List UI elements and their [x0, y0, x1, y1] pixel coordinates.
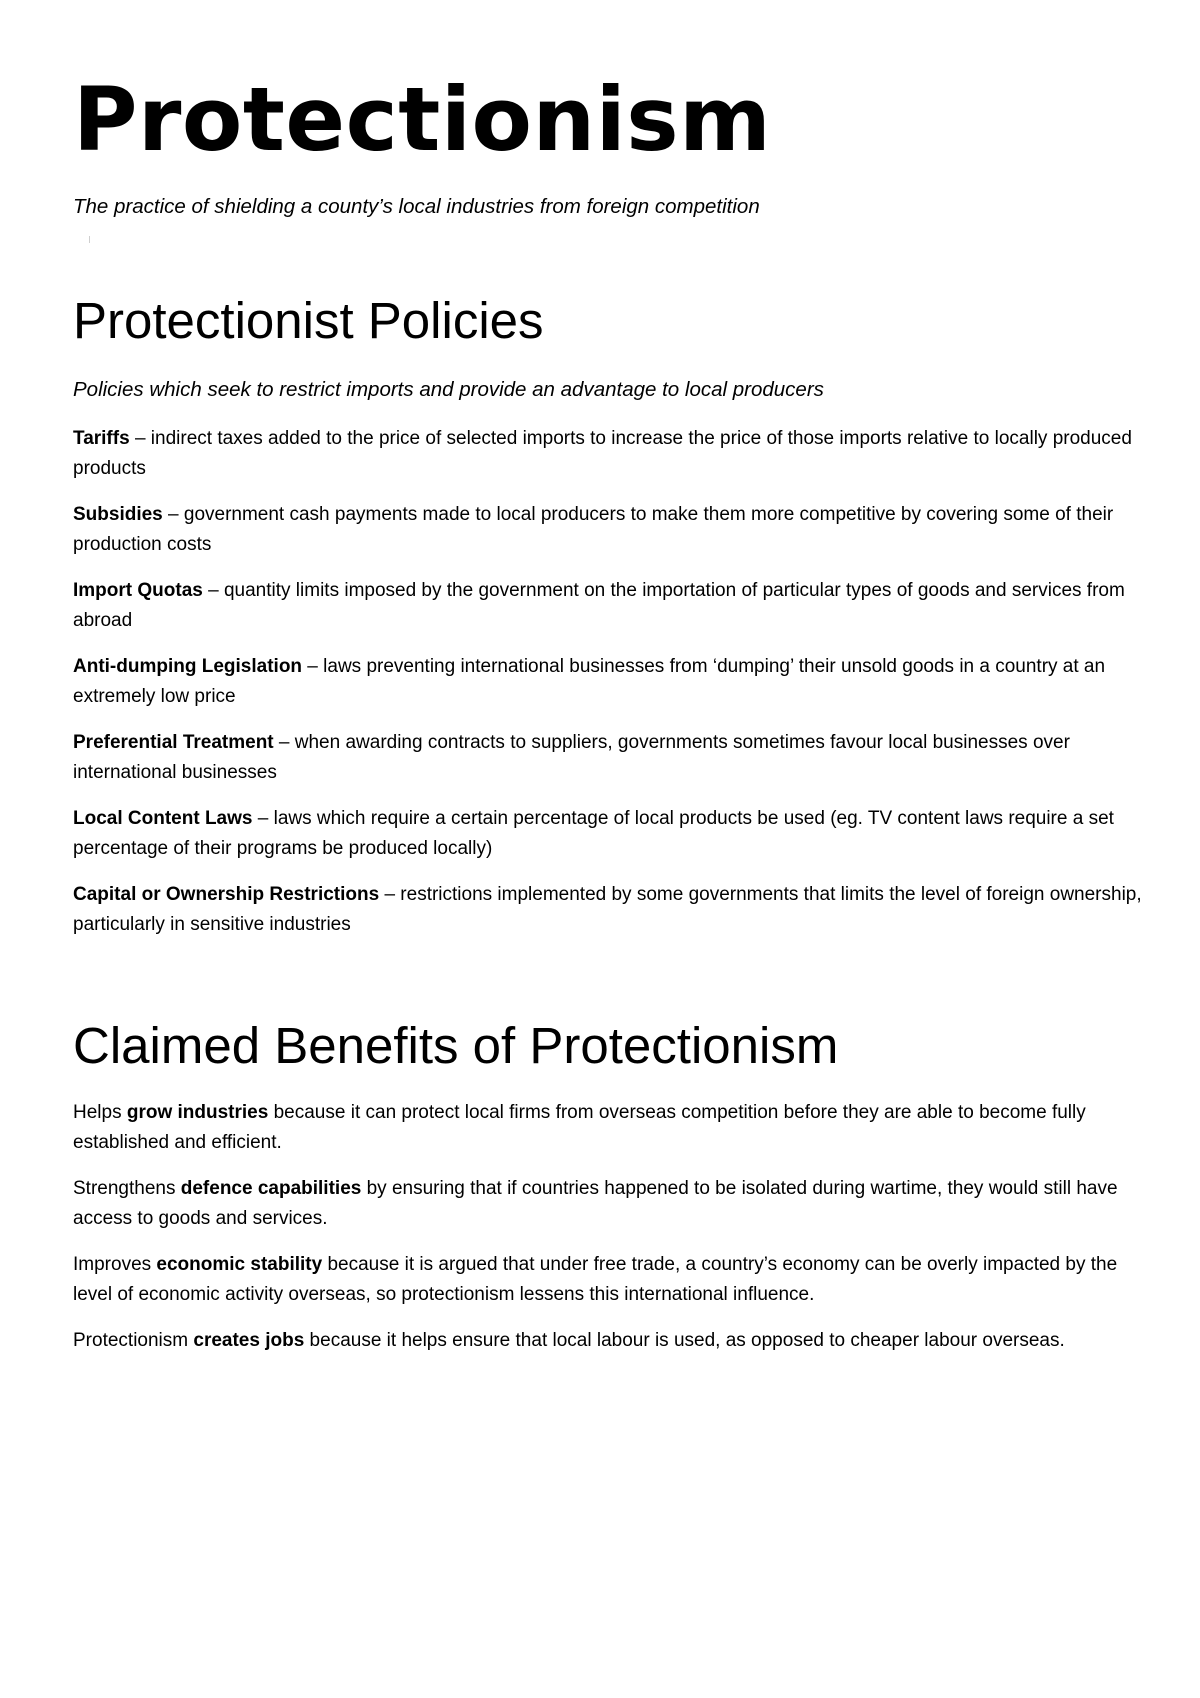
document-subtitle: The practice of shielding a county’s local industries from foreign competition [73, 195, 760, 218]
policy-description: – when awarding contracts to suppliers, governments sometimes favour local businesses over international businesses [73, 732, 1070, 783]
policy-description: – government cash payments made to local producers to make them more competitive by covering some of their production costs [73, 504, 1114, 555]
benefit-text-before: Helps [73, 1102, 127, 1123]
benefit-text-after: by ensuring that if countries happened to be isolated during wartime, they would still have access to goods and services. [73, 1178, 1118, 1229]
policy-description: – quantity limits imposed by the government on the importation of particular types of goods and services from abroad [73, 580, 1125, 631]
policy-term: Local Content Laws [73, 808, 253, 829]
benefit-item-defence [73, 1174, 1143, 1234]
policy-item-anti-dumping [73, 652, 1143, 712]
policy-term: Preferential Treatment [73, 732, 274, 753]
policy-item-tariffs [73, 424, 1143, 484]
policy-item-import-quotas [73, 576, 1143, 636]
benefit-item-creates-jobs [73, 1326, 1143, 1356]
policies-intro: Policies which seek to restrict imports and provide an advantage to local producers [73, 378, 824, 401]
policy-term: Subsidies [73, 504, 163, 525]
benefit-text-after: because it helps ensure that local labour is used, as opposed to cheaper labour overseas. [304, 1330, 1065, 1351]
policy-term: Capital or Ownership Restrictions [73, 884, 380, 905]
policies-list [73, 424, 1143, 956]
policy-term: Anti-dumping Legislation [73, 656, 303, 677]
benefit-term: economic stability [156, 1254, 323, 1275]
policy-item-subsidies [73, 500, 1143, 560]
policy-description: – indirect taxes added to the price of selected imports to increase the price of those imports relative to locally produced products [73, 428, 1132, 479]
benefit-text-before: Strengthens [73, 1178, 181, 1199]
benefits-list [73, 1098, 1143, 1372]
benefits-heading: Claimed Benefits of Protectionism [73, 1017, 839, 1074]
policy-term: Tariffs [73, 428, 130, 449]
benefit-term: defence capabilities [180, 1178, 362, 1199]
benefit-item-grow-industries [73, 1098, 1143, 1158]
policy-item-preferential-treatment [73, 728, 1143, 788]
benefit-text-after: because it is argued that under free trade, a country’s economy can be overly impacted by the level of economic activity overseas, so protectionism lessens this international influence. [73, 1254, 1118, 1305]
benefit-term: creates jobs [193, 1330, 305, 1351]
benefit-text-after: because it can protect local firms from overseas competition before they are able to become fully established and efficient. [73, 1102, 1086, 1153]
document-title: Protectionism [73, 68, 772, 171]
policy-item-ownership-restrictions [73, 880, 1143, 940]
benefit-text-before: Protectionism [73, 1330, 194, 1351]
benefit-text-before: Improves [73, 1254, 157, 1275]
policy-description: – laws preventing international businesses from ‘dumping’ their unsold goods in a country at an extremely low price [73, 656, 1106, 707]
policy-item-local-content-laws [73, 804, 1143, 864]
benefit-item-economic-stability [73, 1250, 1143, 1310]
benefit-term: grow industries [126, 1102, 269, 1123]
policy-description: – restrictions implemented by some governments that limits the level of foreign ownership, particularly in sensitive industries [73, 884, 1142, 935]
policies-heading: Protectionist Policies [73, 292, 544, 349]
cursor-mark [89, 236, 90, 243]
policy-description: – laws which require a certain percentage of local products be used (eg. TV content laws require a set percentage of their programs be produced locally) [73, 808, 1114, 859]
policy-term: Import Quotas [73, 580, 203, 601]
